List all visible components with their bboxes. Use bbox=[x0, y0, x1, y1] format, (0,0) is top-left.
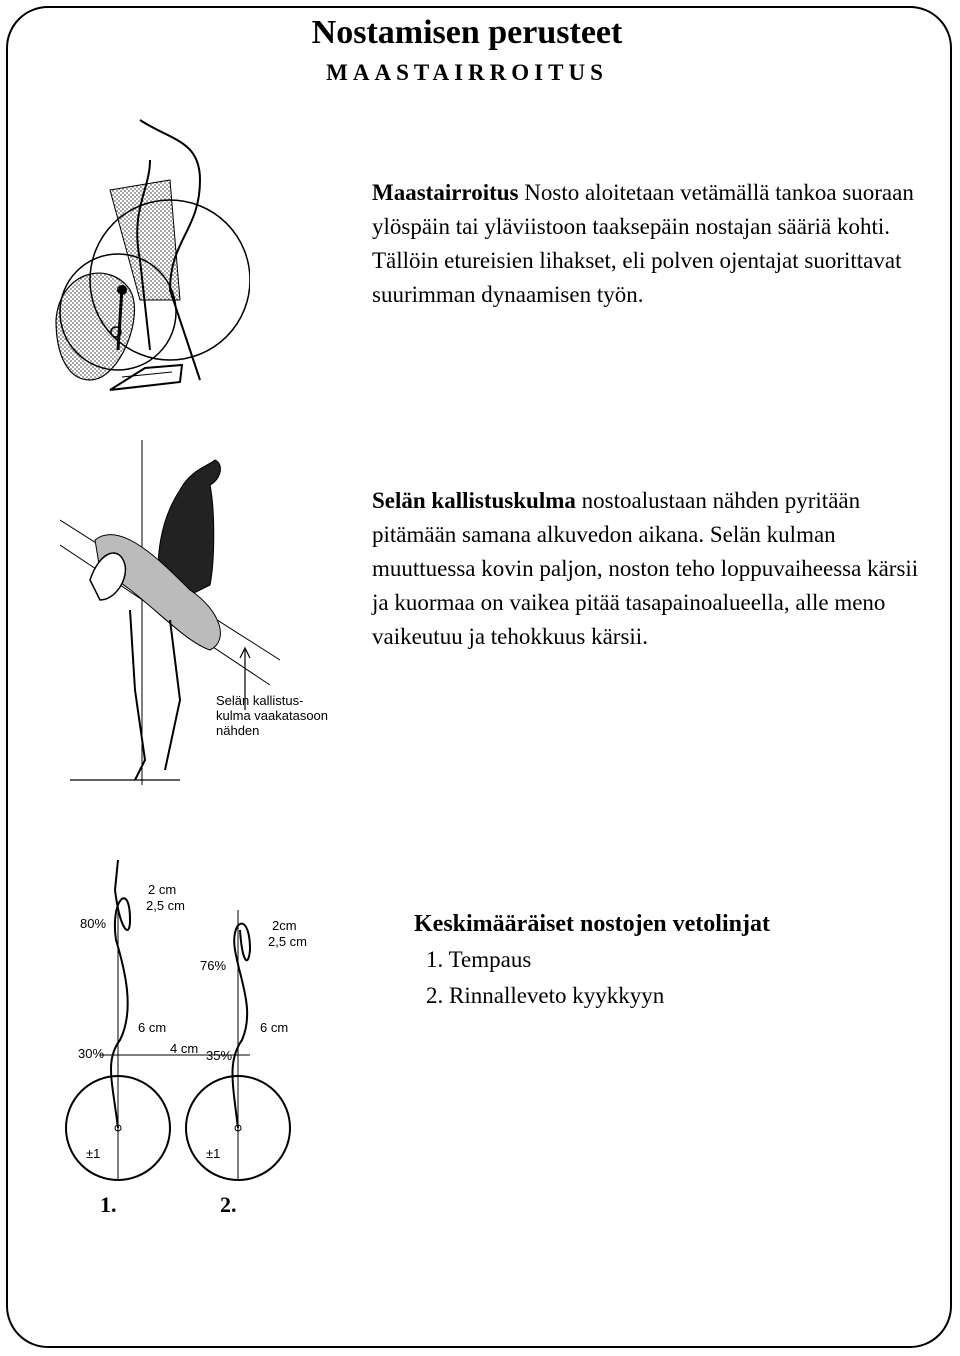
path1-pct-top: 80% bbox=[80, 916, 107, 931]
path2-plusminus: ±1 bbox=[206, 1146, 221, 1161]
page-subtitle: MAASTAIRROITUS bbox=[326, 60, 608, 85]
back-angle-label-3: nähden bbox=[216, 723, 260, 738]
path2-pct-bottom: 35% bbox=[206, 1048, 233, 1063]
lift-start-figure bbox=[50, 100, 250, 410]
section-maastairroitus-heading: Maastairroitus bbox=[372, 180, 519, 205]
path-label-1: 1. bbox=[100, 1192, 117, 1217]
path-dist-between: 4 cm bbox=[170, 1041, 199, 1056]
legend-item-rinnalleveto: 2. Rinnalleveto kyykkyyn bbox=[426, 983, 665, 1008]
path2-dist-top-2: 2,5 cm bbox=[268, 934, 308, 949]
path2-dist-mid: 6 cm bbox=[260, 1020, 289, 1035]
page-title: Nostamisen perusteet bbox=[311, 14, 623, 51]
bar-path-legend bbox=[414, 906, 770, 1014]
path1-dist-top-1: 2 cm bbox=[148, 882, 177, 897]
path2-dist-top-1: 2cm bbox=[272, 918, 297, 933]
path1-dist-top-2: 2,5 cm bbox=[146, 898, 186, 913]
back-angle-label-1: Selän kallistus- bbox=[216, 693, 304, 708]
legend-item-tempaus: 1. Tempaus bbox=[426, 947, 532, 972]
path-label-2: 2. bbox=[220, 1192, 237, 1217]
section-back-angle-text: nostoalustaan nähden pyritään pitämään samana alkuvedon aikana. Selän kulman muuttuessa kovin paljon, noston teho loppuvaiheessa kärsii ja kuormaa on vaikea pitää tasapainoalueella, alle meno vaikeutuu ja tehokkuus kärsii. bbox=[372, 488, 919, 649]
section-back-angle-heading: Selän kallistuskulma bbox=[372, 488, 576, 513]
back-angle-label-2: kulma vaakatasoon bbox=[216, 708, 329, 723]
back-angle-figure bbox=[60, 440, 340, 790]
path1-dist-mid: 6 cm bbox=[138, 1020, 167, 1035]
path1-pct-bottom: 30% bbox=[78, 1046, 105, 1061]
path1-plusminus: ±1 bbox=[86, 1146, 101, 1161]
legend-title: Keskimääräiset nostojen vetolinjat bbox=[414, 911, 770, 937]
bar-path-figure bbox=[60, 850, 320, 1190]
path2-pct-top: 76% bbox=[200, 958, 227, 973]
section-maastairroitus bbox=[372, 176, 932, 312]
section-maastairroitus-text: Nosto aloitetaan vetämällä tankoa suoraan ylöspäin tai yläviistoon taaksepäin nostajan sääriä kohti. Tällöin etureisien lihakset, eli polven ojentajat suorittavat suurimman dynaamisen työn. bbox=[372, 180, 914, 307]
section-back-angle bbox=[372, 484, 932, 654]
